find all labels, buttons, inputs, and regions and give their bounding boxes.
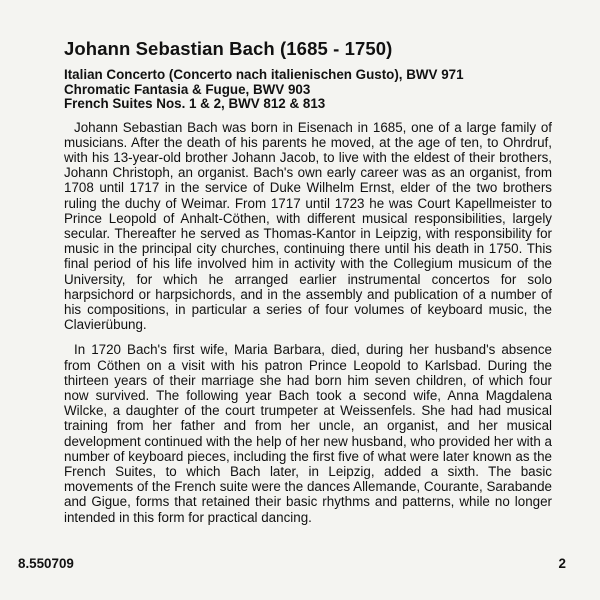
body-paragraph: In 1720 Bach's first wife, Maria Barbara, died, during her husband's absence from Cöthen on a visit with his patron Prince Leopold to Karlsbad. During the thirteen years of their marriage she had born him seven children, of which four now survived. The following year Bach took a second wife, Anna Magdalena Wilcke, a daughter of the court trumpeter at Weissenfels. She had had musical training from her father and from her uncle, an organist, and her musical development continued with the help of her new husband, who provided her with a number of keyboard pieces, including the first five of what were later known as the French Suites, to which Bach later, in Leipzig, added a sixth. The basic movements of the French suite were the dances Allemande, Courante, Sarabande and Gigue, forms that retained their basic rhythms and patterns, while no longer intended in this form for practical dancing. <box>64 342 552 525</box>
work-title: Chromatic Fantasia & Fugue, BWV 903 <box>64 81 311 97</box>
work-title: Italian Concerto (Concerto nach italienischen Gusto), BWV 971 <box>64 67 464 82</box>
page-number: 2 <box>558 556 566 571</box>
works-list <box>64 68 552 112</box>
composer-heading: Johann Sebastian Bach (1685 - 1750) <box>64 38 393 59</box>
work-title: French Suites Nos. 1 & 2, BWV 812 & 813 <box>64 96 326 111</box>
booklet-page <box>64 38 552 535</box>
body-paragraph: Johann Sebastian Bach was born in Eisenach in 1685, one of a large family of musicians. After the death of his parents he moved, at the age of ten, to Ohrdruf, with his 13-year-old brother Johann Jacob, to live with the eldest of their brothers, Johann Christoph, an organist. Bach's own early career was as an organist, from 1708 until 1717 in the service of Duke Wilhelm Ernst, elder of the two brothers ruling the duchy of Weimar. From 1717 until 1723 he was Court Kapellmeister to Prince Leopold of Anhalt-Cöthen, with different musical responsibilities, largely secular. Thereafter he served as Thomas-Kantor in Leipzig, with responsibility for music in the principal city churches, continuing there until his death in 1750. This final period of his life involved him in activity with the Collegium musicum of the University, for which he arranged earlier instrumental concertos for solo harpsichord or harpsichords, and in the assembly and publication of a number of his compositions, in particular a series of four volumes of keyboard music, the Clavierübung. <box>64 119 552 333</box>
catalog-number: 8.550709 <box>18 556 74 571</box>
page-footer <box>18 556 566 571</box>
